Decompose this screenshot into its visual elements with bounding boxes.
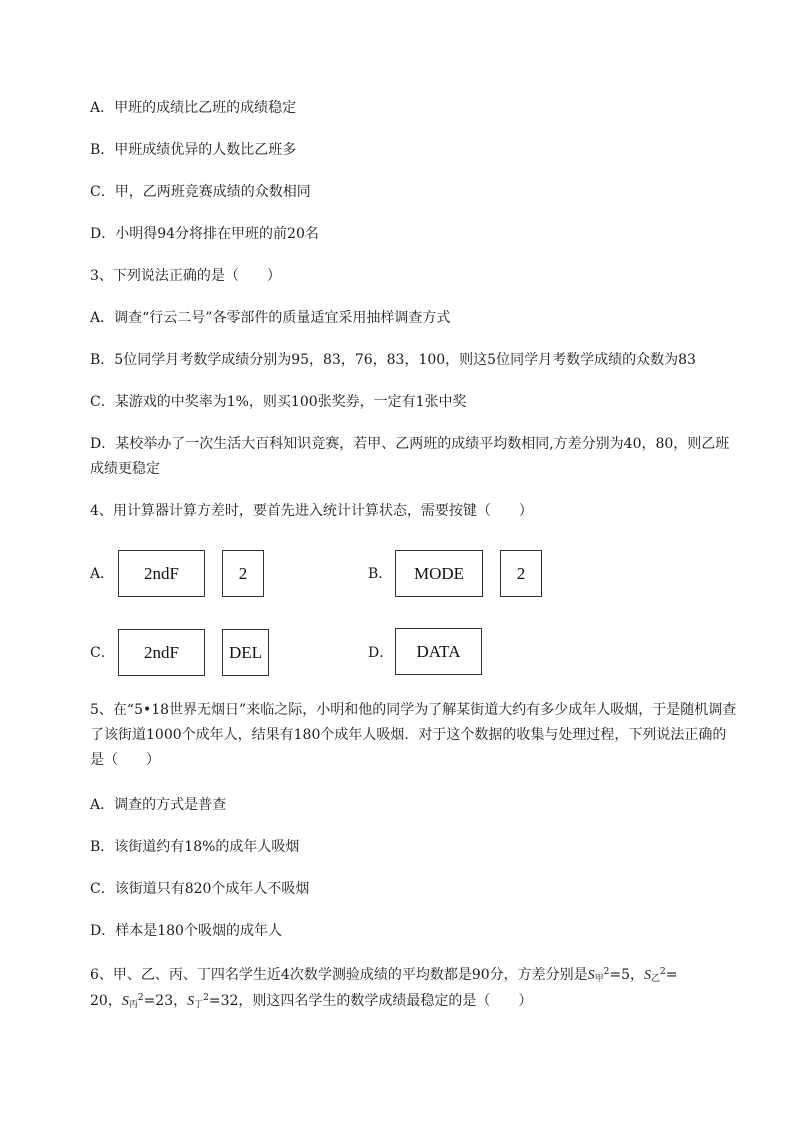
q6-s-ding-symbol: S — [187, 994, 195, 1009]
q6-s-ding-subscript: 丁 — [194, 1000, 204, 1010]
q6-s-yi-symbol: S — [644, 968, 652, 983]
q6-stem-line1 — [90, 962, 678, 989]
q4-stem: 4、用计算器计算方差时，要首先进入统计计算状态，需要按键（ ） — [90, 503, 533, 519]
q5-stem: 5、在“5•18世界无烟日”来临之际，小明和他的同学为了解某街道大约有多少成年人吸烟，于是随机调查了该街道1000个成年人，结果有180个成年人吸烟．对于这个数据的收集与处理过程，下列说法正确的是（ ） — [90, 702, 737, 768]
q5-option-b: B．该街道约有18%的成年人吸烟 — [90, 839, 300, 855]
q4-option-d-label: D． — [368, 645, 394, 661]
q6-s-yi-value: = — [665, 967, 678, 983]
q6-s-yi-number: 20， — [90, 993, 122, 1009]
q6-s-jia-square: 2 — [603, 967, 610, 977]
q3-option-c: C．某游戏的中奖率为1%，则买100张奖券，一定有1张中奖 — [90, 394, 467, 410]
q6-stem-prefix: 6、甲、乙、丙、丁四名学生近4次数学测验成绩的平均数都是90分，方差分别是 — [90, 967, 588, 983]
q2-option-a: A．甲班的成绩比乙班的成绩稳定 — [90, 100, 297, 116]
q4-option-b-key-2: 2 — [500, 550, 542, 597]
q4-option-a-key-2: 2 — [222, 550, 264, 597]
q4-option-c-label: C． — [90, 645, 115, 661]
q4-option-c-key-2ndf: 2ndF — [118, 629, 205, 676]
q6-s-jia-value: =5， — [609, 967, 645, 983]
q2-option-b: B．甲班成绩优异的人数比乙班多 — [90, 142, 297, 158]
q5-option-c: C．该街道只有820个成年人不吸烟 — [90, 881, 310, 897]
q2-option-c: C．甲，乙两班竞赛成绩的众数相同 — [90, 184, 311, 200]
q6-s-yi-square: 2 — [660, 967, 666, 977]
q4-option-c-key-del: DEL — [222, 629, 269, 676]
q3-option-d: D．某校举办了一次生活大百科知识竞赛，若甲、乙两班的成绩平均数相同,方差分别为40，80，则乙班成绩更稳定 — [90, 436, 730, 477]
q4-option-b-label: B． — [368, 566, 393, 582]
q6-s-bing-value: =23， — [143, 993, 188, 1009]
q4-option-d-key-data: DATA — [395, 628, 482, 675]
q6-s-bing-square: 2 — [137, 993, 144, 1003]
q6-s-yi-subscript: 乙 — [651, 974, 661, 984]
q6-s-bing-symbol: S — [121, 994, 129, 1009]
q3-stem: 3、下列说法正确的是（ ） — [90, 268, 281, 284]
q4-option-a-key-2ndf: 2ndF — [118, 550, 205, 597]
q6-s-jia-subscript: 甲 — [594, 974, 604, 984]
q4-option-b-key-mode: MODE — [395, 550, 483, 597]
q4-option-a-label: A． — [90, 566, 115, 582]
q2-option-d: D．小明得94分将排在甲班的前20名 — [90, 226, 319, 242]
q6-s-bing-subscript: 丙 — [128, 1000, 138, 1010]
q5-option-d: D．样本是180个吸烟的成年人 — [90, 923, 282, 939]
q6-s-ding-value: =32，则这四名学生的数学成绩最稳定的是（ ） — [208, 993, 533, 1009]
q5-option-a: A．调查的方式是普查 — [90, 797, 227, 813]
q3-option-a: A．调查“行云二号”各零部件的质量适宜采用抽样调查方式 — [90, 310, 451, 326]
q6-s-ding-square: 2 — [203, 993, 209, 1003]
q6-stem-line2 — [90, 988, 532, 1015]
q3-option-b: B．5位同学月考数学成绩分别为95，83，76，83，100，则这5位同学月考数学成绩的众数为83 — [90, 352, 696, 368]
q6-s-jia-symbol: S — [587, 968, 595, 983]
